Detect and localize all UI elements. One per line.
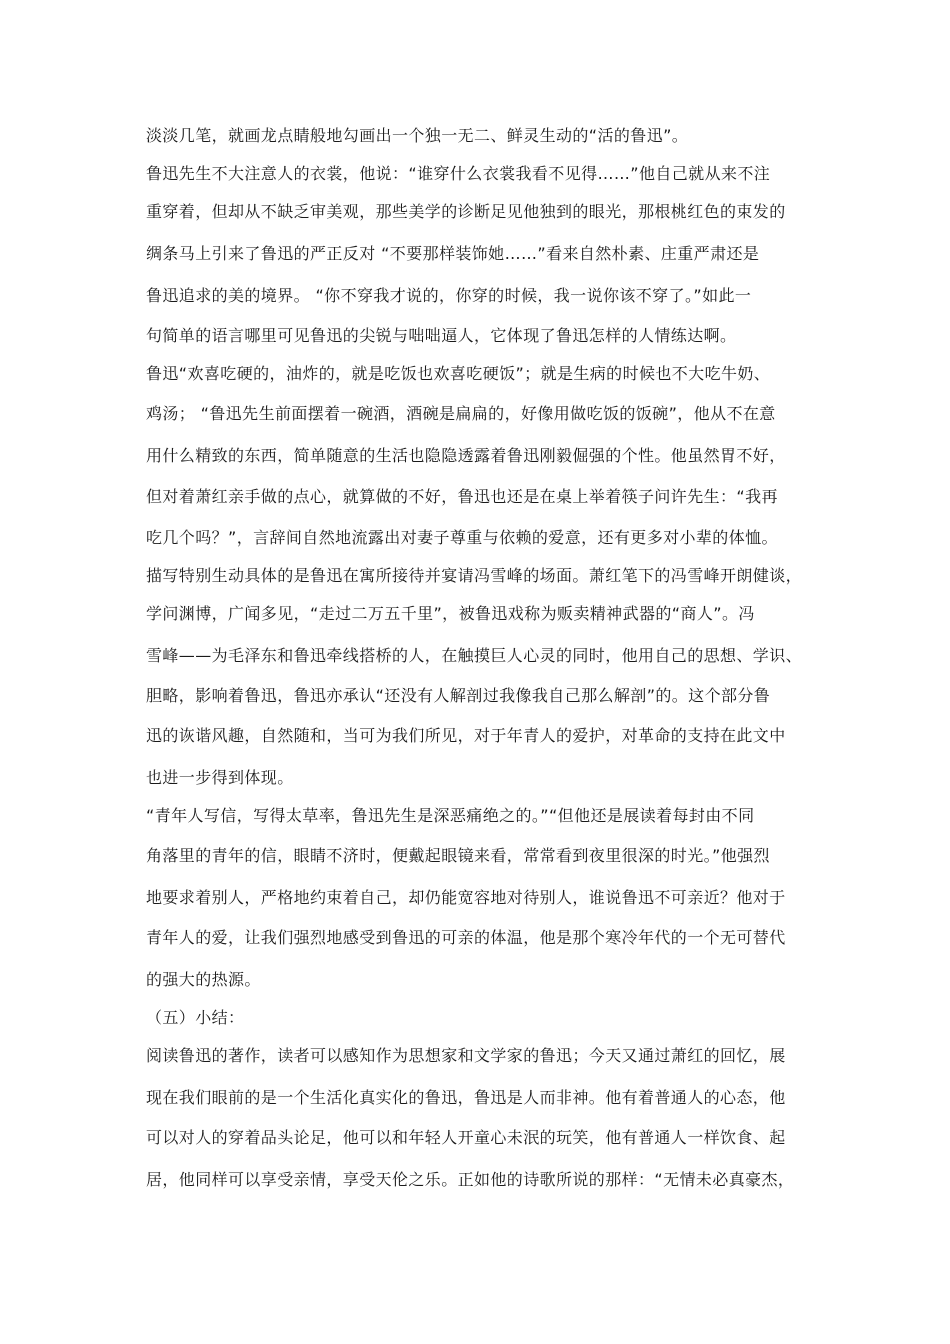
text-line: 吃几个吗？”，言辞间自然地流露出对妻子尊重与依赖的爱意，还有更多对小辈的体恤。 — [146, 528, 778, 547]
text-line: 胆略，影响着鲁迅，鲁迅亦承认“还没有人解剖过我像我自己那么解剖”的。这个部分鲁 — [146, 686, 771, 705]
text-line: 雪峰——为毛泽东和鲁迅牵线搭桥的人，在触摸巨人心灵的同时，他用自己的思想、学识、 — [146, 646, 803, 665]
text-line: 迅的诙谐风趣，自然随和，当可为我们所见，对于年青人的爱护，对革命的支持在此文中 — [146, 726, 786, 745]
text-line: 地要求着别人，严格地约束着自己，却仍能宽容地对待别人，谁说鲁迅不可亲近？他对于 — [146, 888, 786, 907]
text-line: 用什么精致的东西，简单随意的生活也隐隐透露着鲁迅刚毅倔强的个性。他虽然胃不好， — [146, 446, 786, 465]
text-line: 重穿着，但却从不缺乏审美观，那些美学的诊断足见他独到的眼光，那根桃红色的束发的 — [146, 202, 786, 221]
text-line: 描写特别生动具体的是鲁迅在寓所接待并宴请冯雪峰的场面。萧红笔下的冯雪峰开朗健谈， — [146, 566, 803, 585]
text-line: 鸡汤； “鲁迅先生前面摆着一碗酒，酒碗是扁扁的，好像用做吃饭的饭碗”，他从不在意 — [146, 404, 776, 423]
text-line: 居，他同样可以享受亲情，享受天伦之乐。正如他的诗歌所说的那样：“无情未必真豪杰， — [146, 1170, 795, 1189]
text-line: 绸条马上引来了鲁迅的严正反对 “不要那样装饰她……”看来自然朴素、庄重严肃还是 — [146, 244, 760, 263]
text-line: 但对着萧红亲手做的点心，就算做的不好，鲁迅也还是在桌上举着筷子问许先生：“我再 — [146, 487, 778, 506]
text-line: 现在我们眼前的是一个生活化真实化的鲁迅，鲁迅是人而非神。他有着普通人的心态，他 — [146, 1088, 786, 1107]
text-line: 阅读鲁迅的著作，读者可以感知作为思想家和文学家的鲁迅；今天又通过萧红的回忆，展 — [146, 1046, 786, 1065]
text-line: 青年人的爱，让我们强烈地感受到鲁迅的可亲的体温，他是那个寒冷年代的一个无可替代 — [146, 928, 786, 947]
text-line: 淡淡几笔，就画龙点睛般地勾画出一个独一无二、鲜灵生动的“活的鲁迅”。 — [146, 126, 689, 145]
text-line: 学问渊博，广闻多见，“走过二万五千里”，被鲁迅戏称为贩卖精神武器的“商人”。冯 — [146, 604, 755, 623]
text-line: 鲁迅先生不大注意人的衣裳，他说：“谁穿什么衣裳我看不见得……”他自己就从来不注 — [146, 164, 771, 183]
text-line: 可以对人的穿着品头论足，他可以和年轻人开童心未泯的玩笑，他有普通人一样饮食、起 — [146, 1128, 786, 1147]
text-line: 也进一步得到体现。 — [146, 768, 294, 787]
text-line: “青年人写信，写得太草率，鲁迅先生是深恶痛绝之的。”“但他还是展读着每封由不同 — [146, 806, 755, 825]
text-line: 鲁迅“欢喜吃硬的，油炸的，就是吃饭也欢喜吃硬饭”；就是生病的时候也不大吃牛奶、 — [146, 364, 771, 383]
text-line: 的强大的热源。 — [146, 970, 261, 989]
text-line: 句简单的语言哪里可见鲁迅的尖锐与咄咄逼人，它体现了鲁迅怎样的人情练达啊。 — [146, 326, 737, 345]
text-line: 鲁迅追求的美的境界。 “你不穿我才说的，你穿的时候，我一说你该不穿了。”如此一 — [146, 286, 752, 305]
text-line: 角落里的青年的信，眼睛不济时，便戴起眼镜来看，常常看到夜里很深的时光。”他强烈 — [146, 846, 770, 865]
section-heading: （五）小结： — [146, 1008, 245, 1027]
